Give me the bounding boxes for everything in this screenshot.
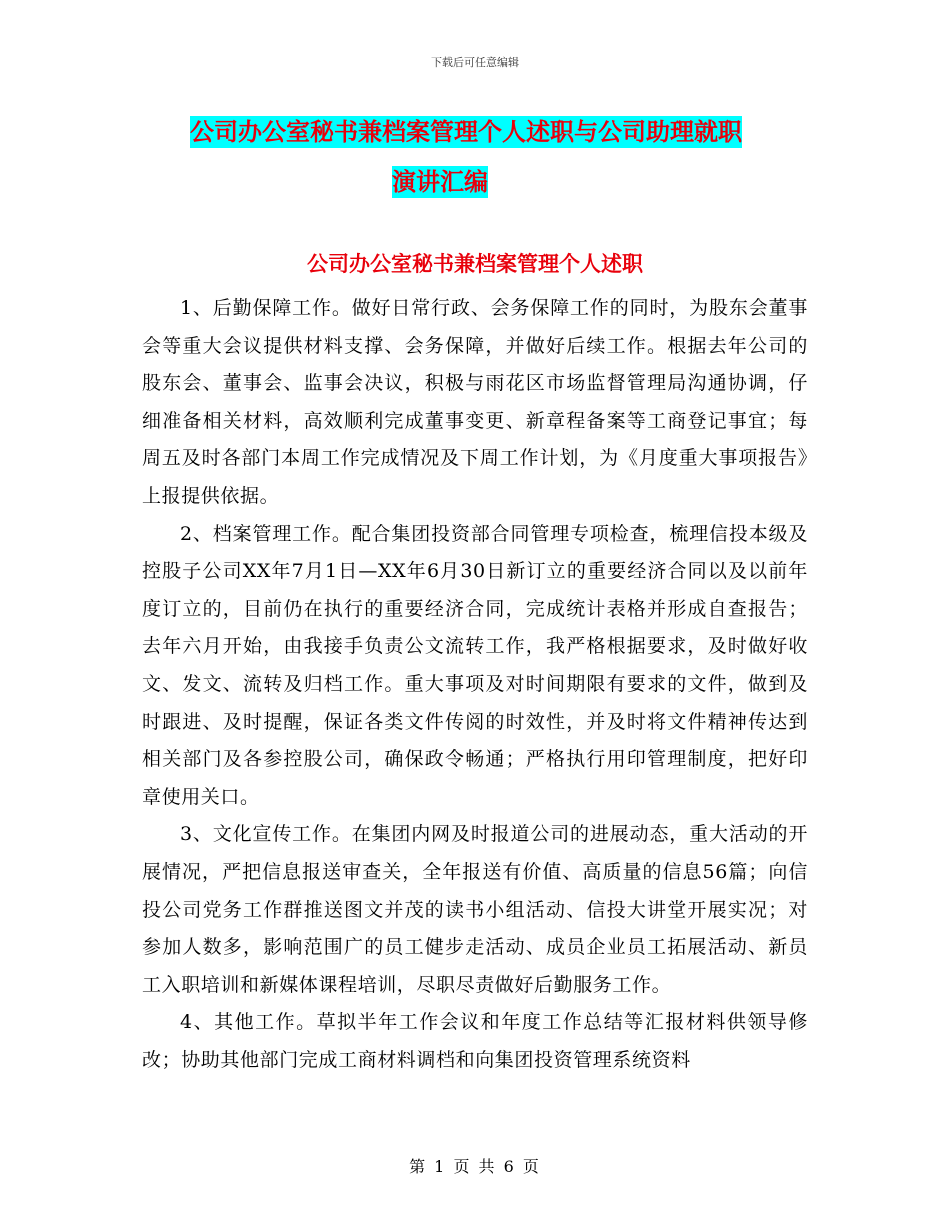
header-note: 下载后可任意编辑 <box>431 56 519 69</box>
paragraph: 1、后勤保障工作。做好日常行政、会务保障工作的同时，为股东会董事会等重大会议提供材料支撑、会务保障，并做好后续工作。根据去年公司的股东会、董事会、监事会决议，积极与雨花区市场监督管理局沟通协调，仔细准备相关材料，高效顺利完成董事变更、新章程备案等工商登记事宜；每周五及时各部门本周工作完成情况及下周工作计划，为《月度重大事项报告》上报提供依据。 <box>142 297 808 507</box>
paragraph: 4、其他工作。草拟半年工作会议和年度工作总结等汇报材料供领导修改；协助其他部门完成工商材料调档和向集团投资管理系统资料 <box>142 1011 808 1071</box>
section-title: 公司办公室秘书兼档案管理个人述职 <box>307 252 643 276</box>
document-title <box>190 107 830 207</box>
paragraph: 2、档案管理工作。配合集团投资部合同管理专项检查，梳理信投本级及控股子公司XX年7月1日—XX年6月30日新订立的重要经济合同以及以前年度订立的，目前仍在执行的重要经济合同，完成统计表格并形成自查报告；去年六月开始，由我接手负责公文流转工作，我严格根据要求，及时做好收文、发文、流转及归档工作。重大事项及对时间期限有要求的文件，做到及时跟进、及时提醒，保证各类文件传阅的时效性，并及时将文件精神传达到相关部门及各参控股公司，确保政令畅通；严格执行用印管理制度，把好印章使用关口。 <box>142 522 808 808</box>
title-line-1: 公司办公室秘书兼档案管理个人述职与公司助理就职 <box>190 118 742 146</box>
title-line-2: 演讲汇编 <box>392 168 488 196</box>
paragraph: 3、文化宣传工作。在集团内网及时报道公司的进展动态，重大活动的开展情况，严把信息报送审查关，全年报送有价值、高质量的信息56篇；向信投公司党务工作群推送图文并茂的读书小组活动、信投大讲堂开展实况；对参加人数多，影响范围广的员工健步走活动、成员企业员工拓展活动、新员工入职培训和新媒体课程培训，尽职尽责做好后勤服务工作。 <box>142 823 808 996</box>
body-text <box>142 290 808 1079</box>
page-footer: 第 1 页 共 6 页 <box>409 1157 541 1176</box>
